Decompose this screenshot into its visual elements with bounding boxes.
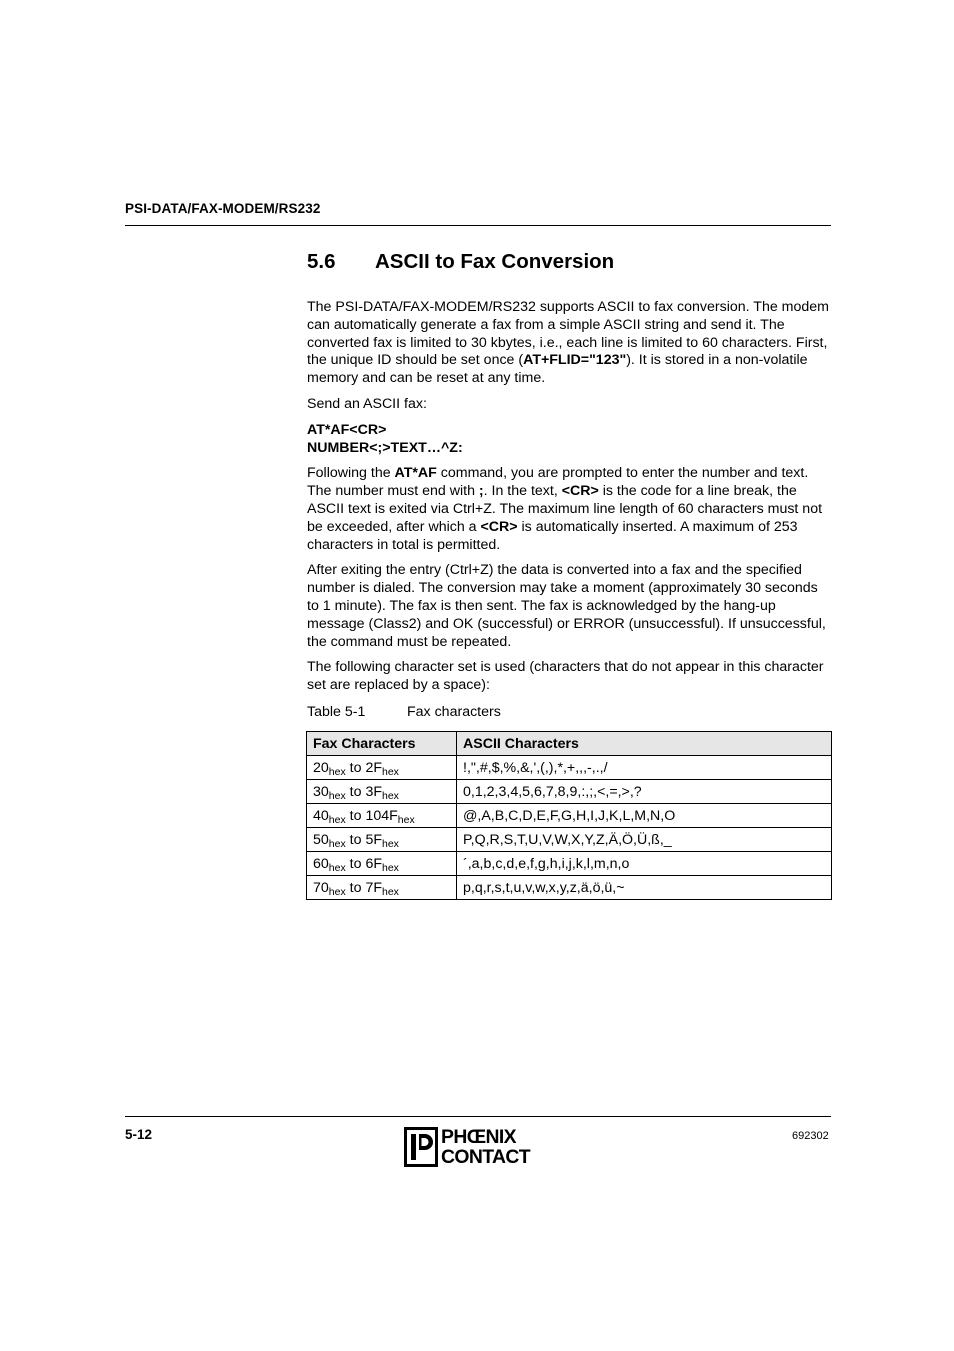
command-ataf: AT*AF (394, 465, 437, 482)
range-end: 104F (365, 807, 398, 824)
table-row (307, 804, 832, 828)
text-run: . In the text, (483, 483, 562, 500)
text-run: command, you are prompted to enter the number and text. The number must end with (307, 465, 809, 500)
table-caption-label: Table 5-1 (307, 704, 366, 720)
range-separator: to (345, 759, 366, 776)
fax-range-cell (307, 852, 457, 876)
range-end: 3F (365, 783, 382, 800)
text-run: Following the (307, 465, 395, 482)
hex-subscript: hex (382, 765, 399, 778)
hex-subscript: hex (328, 813, 346, 826)
command-line-1: AT*AF<CR> (307, 421, 387, 438)
cr-code: <CR> (480, 518, 518, 535)
fax-range-cell (307, 780, 457, 804)
header-rule (125, 225, 831, 226)
fax-range-cell (307, 828, 457, 852)
body-text (307, 299, 831, 703)
paragraph-intro (307, 299, 831, 388)
text-run: is automatically inserted. A maximum of 253 characters in total is permitted. (307, 518, 798, 553)
logo-wordmark-line1: PHŒNIX (441, 1127, 516, 1148)
page-number: 5-12 (125, 1127, 153, 1142)
command-flid: AT+FLID="123" (523, 352, 627, 369)
fax-range-cell (307, 804, 457, 828)
table-row (307, 756, 832, 780)
cr-code: <CR> (561, 483, 599, 500)
hex-subscript: hex (328, 861, 346, 874)
text-run: The PSI-DATA/FAX-MODEM/RS232 supports ASCII to fax conversion. The modem can automatically generate a fax from a simple ASCII string and send it. The converted fax is limited to 30 kbytes, i.e., each line is limited to 60 characters. First, the unique ID should be set once ( (307, 299, 829, 369)
range-start: 30 (313, 783, 329, 800)
table-header-row (307, 732, 832, 756)
range-separator: to (345, 783, 366, 800)
text-run: ). It is stored in a non-volatile memory and can be reset at any time. (307, 352, 808, 387)
logo-wordmark-line2: CONTACT (441, 1147, 531, 1168)
range-start: 20 (313, 759, 329, 776)
range-start: 60 (313, 855, 329, 872)
running-header-title: PSI-DATA/FAX-MODEM/RS232 (125, 201, 321, 216)
range-start: 50 (313, 831, 329, 848)
hex-subscript: hex (328, 837, 346, 850)
fax-characters-table (306, 731, 832, 900)
column-header: Fax Characters (307, 732, 457, 756)
range-separator: to (345, 831, 366, 848)
section-number: 5.6 (307, 250, 336, 273)
ascii-cell: P,Q,R,S,T,U,V,W,X,Y,Z,Ä,Ö,Ü,ß,_ (457, 828, 832, 852)
range-end: 6F (365, 855, 382, 872)
hex-subscript: hex (382, 789, 399, 802)
paragraph-send-fax: Send an ASCII fax: (307, 395, 427, 412)
range-separator: to (345, 879, 366, 896)
ascii-cell: ´,a,b,c,d,e,f,g,h,i,j,k,l,m,n,o (457, 852, 832, 876)
table-caption (307, 704, 501, 720)
range-end: 2F (365, 759, 382, 776)
table-caption-title: Fax characters (407, 704, 501, 720)
text-run: is the code for a line break, the ASCII text is exited via Ctrl+Z. The maximum line length of 60 characters must not be exceeded, after which a (307, 483, 823, 535)
range-start: 70 (313, 879, 329, 896)
section-title: ASCII to Fax Conversion (375, 250, 615, 273)
ascii-cell: 0,1,2,3,4,5,6,7,8,9,:,;,<,=,>,? (457, 780, 832, 804)
hex-subscript: hex (382, 861, 399, 874)
paragraph-charset: The following character set is used (characters that do not appear in this character set are replaced by a space): (307, 659, 824, 694)
command-block (307, 422, 831, 458)
hex-subscript: hex (397, 813, 415, 826)
semicolon-code: ; (478, 483, 484, 500)
table-row (307, 852, 832, 876)
column-header: ASCII Characters (457, 732, 832, 756)
hex-subscript: hex (382, 837, 399, 850)
document-number: 692302 (792, 1130, 829, 1142)
range-end: 7F (365, 879, 382, 896)
ascii-cell: !,",#,$,%,&,',(,),*,+,,,-,.,/ (457, 756, 832, 780)
paragraph-prompt (307, 465, 831, 554)
table-row (307, 876, 832, 900)
phoenix-contact-logo-icon (404, 1127, 438, 1167)
fax-range-cell (307, 756, 457, 780)
footer-rule (125, 1116, 831, 1117)
command-line-2: NUMBER<;>TEXT…^Z: (307, 439, 463, 456)
range-start: 40 (313, 807, 329, 824)
hex-subscript: hex (382, 885, 399, 898)
range-separator: to (345, 807, 366, 824)
fax-range-cell (307, 876, 457, 900)
range-separator: to (345, 855, 366, 872)
phoenix-contact-logo (404, 1127, 552, 1169)
section-heading (307, 250, 614, 274)
table-row (307, 780, 832, 804)
hex-subscript: hex (328, 885, 346, 898)
ascii-cell: p,q,r,s,t,u,v,w,x,y,z,ä,ö,ü,~ (457, 876, 832, 900)
paragraph-conversion: After exiting the entry (Ctrl+Z) the data is converted into a fax and the specified number is dialed. The conversion may take a moment (approximately 30 seconds to 1 minute). The fax is then sent. The fax is acknowledged by the hang-up message (Class2) and OK (successful) or ERROR (unsuccessful). If unsuccessful, the command must be repeated. (307, 562, 826, 650)
range-end: 5F (365, 831, 382, 848)
hex-subscript: hex (328, 765, 346, 778)
ascii-cell: @,A,B,C,D,E,F,G,H,I,J,K,L,M,N,O (457, 804, 832, 828)
hex-subscript: hex (328, 789, 346, 802)
table-row (307, 828, 832, 852)
